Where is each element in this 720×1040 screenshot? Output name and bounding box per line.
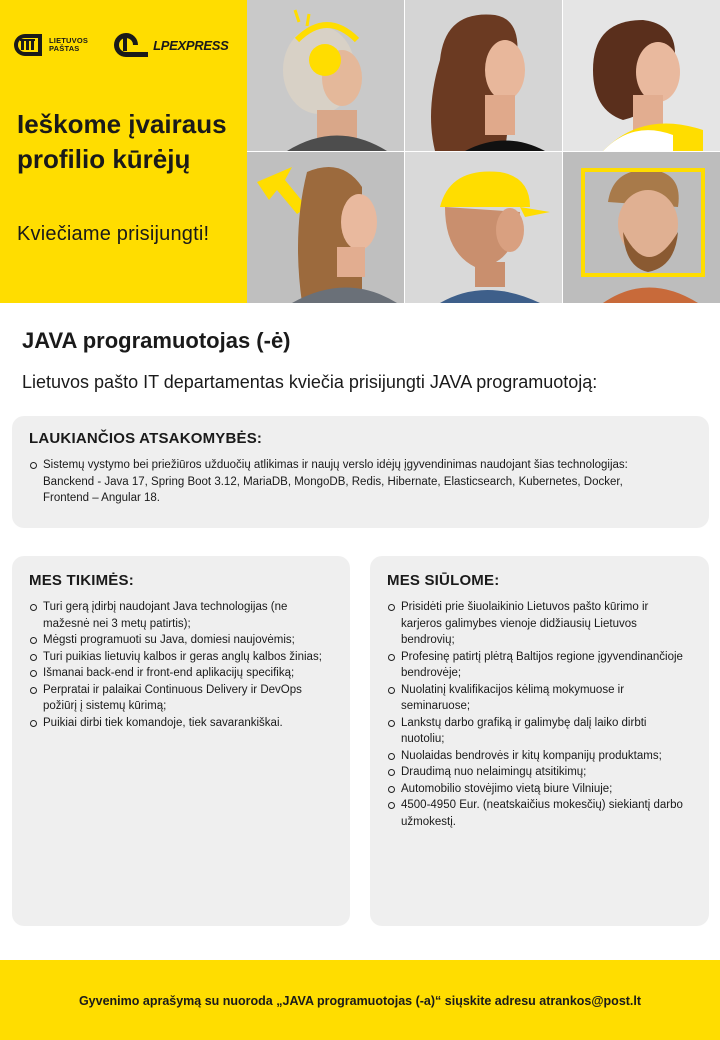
- logos: [12, 32, 228, 58]
- job-title: JAVA programuotojas (-ė): [22, 328, 291, 353]
- hero-title: Ieškome įvairaus profilio kūrėjų: [17, 109, 227, 174]
- footer-banner: [0, 960, 720, 1040]
- logo2-text: LPEXPRESS: [153, 37, 229, 53]
- photo-woman-long-hair: [247, 152, 404, 303]
- photo-woman-brown-hair: [405, 0, 562, 151]
- list-item: Nuolatinį kvalifikacijos kėlimą mokymuose ir seminaruose;: [387, 682, 687, 715]
- offer-heading: MES SIŪLOME:: [387, 572, 500, 589]
- photo-woman-headphones: [247, 0, 404, 151]
- offer-list: [387, 599, 687, 830]
- list-item: Turi gerą įdirbį naudojant Java technologijas (ne mažesnė nei 3 metų patirtis);: [29, 599, 328, 632]
- list-item: 4500-4950 Eur. (neatskaičius mokesčių) siekiantį darbo užmokestį.: [387, 797, 687, 830]
- logo1-line1: LIETUVOS: [49, 36, 89, 45]
- list-item: Perpratai ir palaikai Continuous Delivery ir DevOps požiūrį į sistemų kūrimą;: [29, 682, 328, 715]
- list-item: Sistemų vystymo bei priežiūros užduočių atlikimas ir naujų verslo idėjų įgyvendinimas naudojant šias technologijas: Banckend - Java 17, Spring Boot 3.12, MariaDB, MongoDB, Redis, Hibernate, Elasticsearch, Kubernetes, Docker, Frontend – Angular 18.: [29, 457, 653, 507]
- responsibilities-card: [12, 416, 709, 528]
- list-item: Mėgsti programuoti su Java, domiesi naujovėmis;: [29, 632, 328, 649]
- photo-bearded-man: [563, 152, 720, 303]
- list-item: Prisidėti prie šiuolaikinio Lietuvos pašto kūrimo ir karjeros galimybes vienoje didžiausių Lietuvos bendrovių;: [387, 599, 687, 649]
- offer-card: [370, 556, 709, 926]
- list-item: Draudimą nuo nelaimingų atsitikimų;: [387, 764, 687, 781]
- list-item: Turi puikias lietuvių kalbos ir geras anglų kalbos žinias;: [29, 649, 328, 666]
- expectations-list: [29, 599, 328, 731]
- list-item: Lankstų darbo grafiką ir galimybę dalį laiko dirbti nuotoliu;: [387, 715, 687, 748]
- list-item: Automobilio stovėjimo vietą biure Vilniuje;: [387, 781, 687, 798]
- job-intro: Lietuvos pašto IT departamentas kviečia prisijungti JAVA programuotoją:: [22, 372, 598, 392]
- expectations-card: [12, 556, 350, 926]
- lpexpress-icon: [112, 32, 150, 58]
- list-item: Puikiai dirbi tiek komandoje, tiek savarankiškai.: [29, 715, 328, 732]
- expectations-heading: MES TIKIMĖS:: [29, 572, 134, 589]
- list-item: Išmanai back-end ir front-end aplikacijų specifiką;: [29, 665, 328, 682]
- photo-man-cap: [405, 152, 562, 303]
- hero-banner: [0, 0, 720, 303]
- list-item: Profesinę patirtį plėtrą Baltijos regione įgyvendinančioje bendrovėje;: [387, 649, 687, 682]
- responsibilities-heading: LAUKIANČIOS ATSAKOMYBĖS:: [29, 430, 263, 447]
- photo-woman-profile: [563, 0, 720, 151]
- lpexpress-logo: [112, 32, 228, 58]
- footer-apply-text: Gyvenimo aprašymą su nuoroda „JAVA programuotojas (-a)“ siųskite adresu atrankos@post.lt: [78, 994, 642, 1008]
- hero-yellow-panel: [0, 0, 247, 303]
- post-horn-icon: [12, 32, 46, 58]
- hero-subtitle: Kviečiame prisijungti!: [17, 223, 210, 245]
- lietuvos-pastas-logo: [12, 32, 88, 58]
- logo1-line2: PAŠTAS: [49, 44, 80, 53]
- photo-grid: [247, 0, 720, 303]
- list-item: Nuolaidas bendrovės ir kitų kompanijų produktams;: [387, 748, 687, 765]
- responsibilities-list: [29, 457, 689, 507]
